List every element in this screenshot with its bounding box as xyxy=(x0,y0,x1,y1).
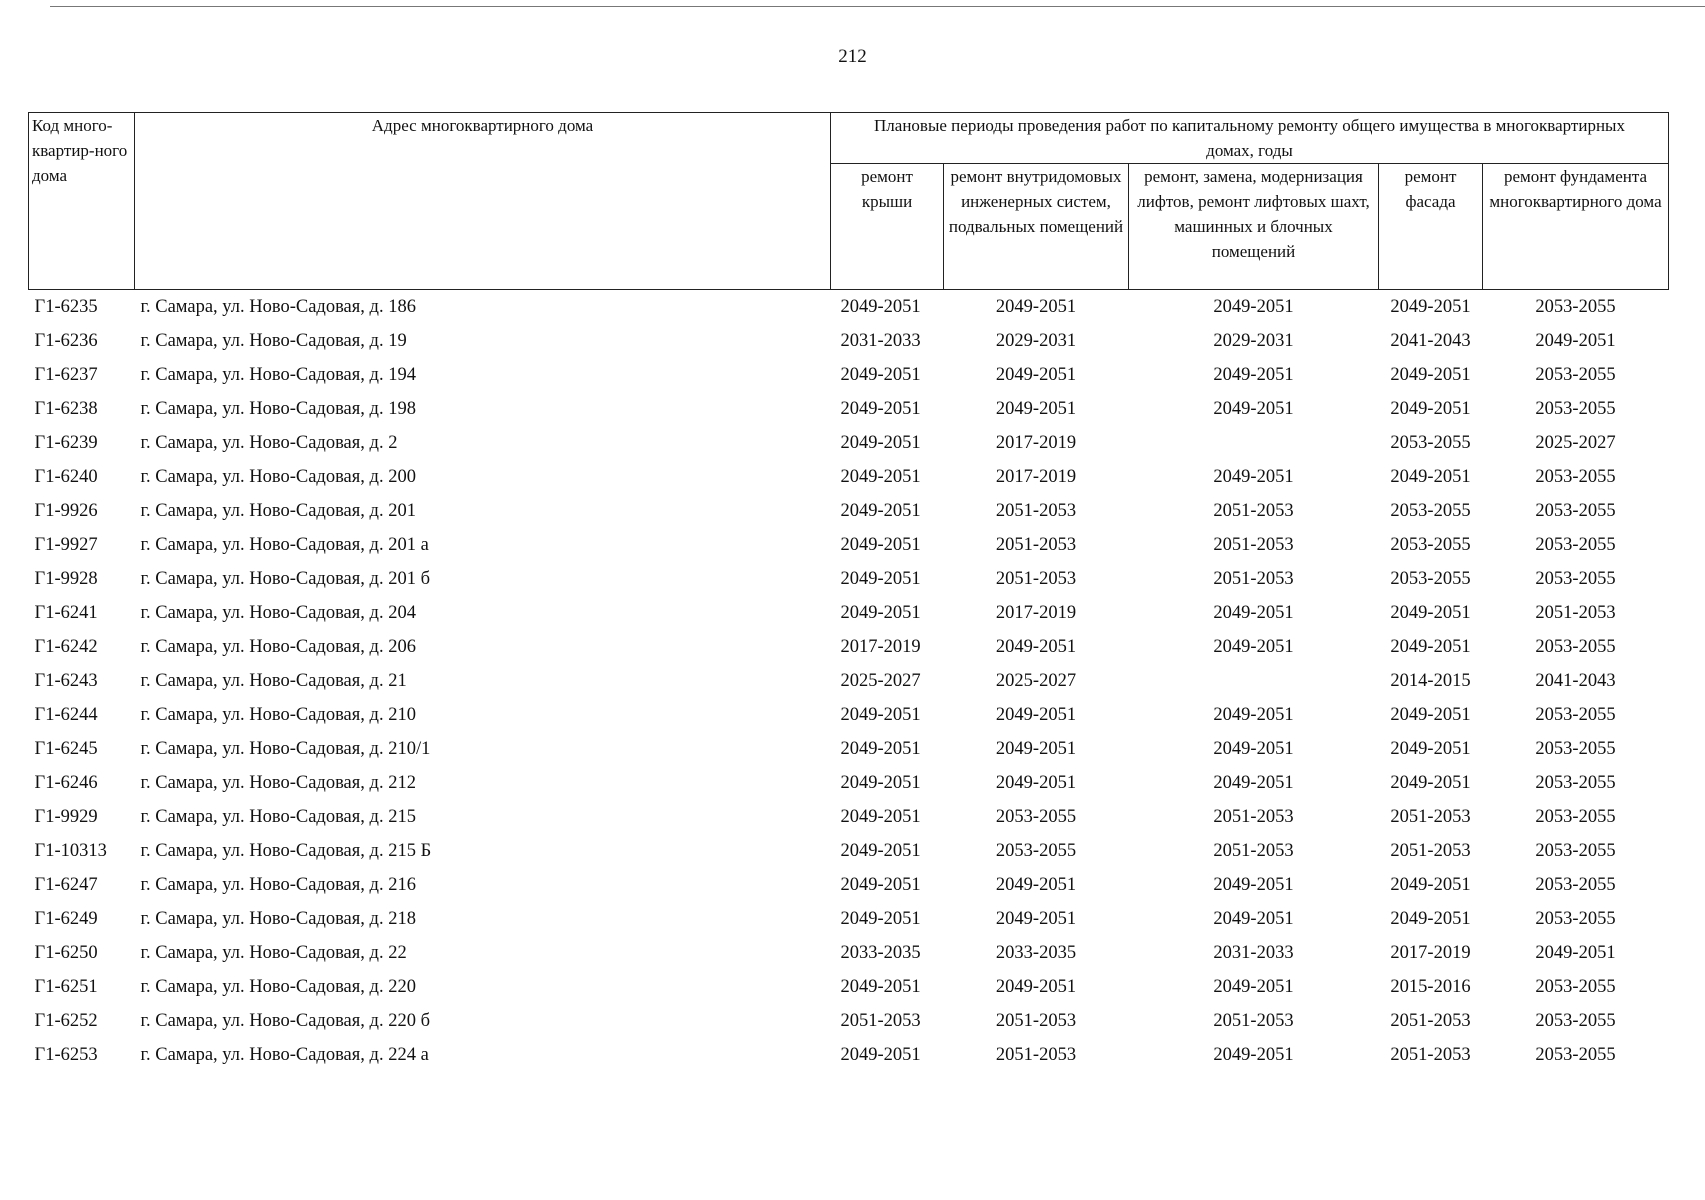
cell-elevators: 2049-2051 xyxy=(1213,364,1294,385)
cell-elevators: 2049-2051 xyxy=(1213,296,1294,317)
table-row xyxy=(29,664,1669,698)
cell-engineering: 2049-2051 xyxy=(995,908,1077,929)
cell-facade: 2015-2016 xyxy=(1390,976,1471,997)
cell-foundation: 2053-2055 xyxy=(1535,874,1616,895)
cell-address: г. Самара, ул. Ново-Садовая, д. 201 а xyxy=(140,534,429,555)
cell-roof: 2049-2051 xyxy=(840,772,921,793)
cell-engineering: 2049-2051 xyxy=(995,704,1077,725)
cell-roof: 2025-2027 xyxy=(840,670,921,691)
cell-elevators: 2051-2053 xyxy=(1213,1010,1294,1031)
table-row xyxy=(29,1004,1669,1038)
cell-roof: 2049-2051 xyxy=(840,840,921,861)
cell-code: Г1-6239 xyxy=(34,432,98,453)
cell-foundation: 2053-2055 xyxy=(1535,704,1616,725)
cell-facade: 2049-2051 xyxy=(1390,398,1471,419)
cell-foundation: 2053-2055 xyxy=(1535,738,1616,759)
header-elevators: ремонт, замена, модернизация лифтов, ремонт лифтовых шахт, машинных и блочных помещений xyxy=(1129,164,1379,290)
cell-elevators: 2029-2031 xyxy=(1213,330,1294,351)
cell-code: Г1-9927 xyxy=(34,534,98,555)
cell-roof: 2049-2051 xyxy=(840,602,921,623)
cell-code: Г1-6240 xyxy=(34,466,98,487)
cell-roof: 2049-2051 xyxy=(840,534,921,555)
cell-engineering: 2049-2051 xyxy=(995,874,1077,895)
cell-roof: 2049-2051 xyxy=(840,806,921,827)
table-row xyxy=(29,290,1669,325)
table-row xyxy=(29,732,1669,766)
table-row xyxy=(29,936,1669,970)
table-body xyxy=(29,290,1669,1073)
cell-foundation: 2049-2051 xyxy=(1535,330,1616,351)
cell-elevators: 2051-2053 xyxy=(1213,840,1294,861)
cell-elevators: 2049-2051 xyxy=(1213,704,1294,725)
cell-roof: 2049-2051 xyxy=(840,874,921,895)
table-row xyxy=(29,324,1669,358)
cell-elevators: 2049-2051 xyxy=(1213,602,1294,623)
cell-facade: 2049-2051 xyxy=(1390,772,1471,793)
cell-foundation: 2051-2053 xyxy=(1535,602,1616,623)
cell-foundation: 2053-2055 xyxy=(1535,398,1616,419)
cell-roof: 2049-2051 xyxy=(840,500,921,521)
cell-address: г. Самара, ул. Ново-Садовая, д. 212 xyxy=(140,772,416,793)
cell-engineering: 2049-2051 xyxy=(995,296,1077,317)
cell-foundation: 2049-2051 xyxy=(1535,942,1616,963)
table-row xyxy=(29,460,1669,494)
cell-elevators: 2049-2051 xyxy=(1213,636,1294,657)
cell-code: Г1-6238 xyxy=(34,398,98,419)
cell-facade: 2049-2051 xyxy=(1390,296,1471,317)
cell-facade: 2049-2051 xyxy=(1390,704,1471,725)
cell-engineering: 2017-2019 xyxy=(995,432,1077,453)
cell-address: г. Самара, ул. Ново-Садовая, д. 220 xyxy=(140,976,416,997)
cell-facade: 2014-2015 xyxy=(1390,670,1471,691)
cell-elevators: 2049-2051 xyxy=(1213,874,1294,895)
cell-roof: 2049-2051 xyxy=(840,704,921,725)
cell-roof: 2049-2051 xyxy=(840,1044,921,1065)
cell-elevators: 2051-2053 xyxy=(1213,500,1294,521)
cell-address: г. Самара, ул. Ново-Садовая, д. 22 xyxy=(140,942,407,963)
cell-address: г. Самара, ул. Ново-Садовая, д. 215 xyxy=(140,806,416,827)
cell-address: г. Самара, ул. Ново-Садовая, д. 186 xyxy=(140,296,416,317)
cell-facade: 2049-2051 xyxy=(1390,874,1471,895)
cell-foundation: 2053-2055 xyxy=(1535,976,1616,997)
cell-address: г. Самара, ул. Ново-Садовая, д. 21 xyxy=(140,670,407,691)
cell-code: Г1-6241 xyxy=(34,602,98,623)
cell-engineering: 2051-2053 xyxy=(995,568,1077,589)
cell-address: г. Самара, ул. Ново-Садовая, д. 210/1 xyxy=(140,738,431,759)
cell-engineering: 2051-2053 xyxy=(995,1010,1077,1031)
cell-address: г. Самара, ул. Ново-Садовая, д. 201 б xyxy=(140,568,430,589)
cell-elevators: 2031-2033 xyxy=(1213,942,1294,963)
table-row xyxy=(29,970,1669,1004)
cell-address: г. Самара, ул. Ново-Садовая, д. 198 xyxy=(140,398,416,419)
cell-facade: 2053-2055 xyxy=(1390,534,1471,555)
cell-roof: 2031-2033 xyxy=(840,330,921,351)
cell-engineering: 2049-2051 xyxy=(995,398,1077,419)
cell-facade: 2049-2051 xyxy=(1390,908,1471,929)
cell-engineering: 2033-2035 xyxy=(995,942,1077,963)
table-row xyxy=(29,358,1669,392)
cell-roof: 2051-2053 xyxy=(840,1010,921,1031)
table-row xyxy=(29,834,1669,868)
cell-facade: 2049-2051 xyxy=(1390,636,1471,657)
cell-address: г. Самара, ул. Ново-Садовая, д. 216 xyxy=(140,874,416,895)
cell-engineering: 2025-2027 xyxy=(995,670,1077,691)
cell-foundation: 2053-2055 xyxy=(1535,296,1616,317)
cell-code: Г1-6246 xyxy=(34,772,98,793)
top-rule xyxy=(50,6,1705,7)
cell-foundation: 2053-2055 xyxy=(1535,636,1616,657)
cell-engineering: 2053-2055 xyxy=(995,806,1077,827)
cell-roof: 2049-2051 xyxy=(840,364,921,385)
cell-elevators: 2051-2053 xyxy=(1213,534,1294,555)
table-row xyxy=(29,494,1669,528)
cell-foundation: 2053-2055 xyxy=(1535,1010,1616,1031)
cell-facade: 2053-2055 xyxy=(1390,568,1471,589)
header-code: Код много-квартир-ного дома xyxy=(29,113,135,290)
cell-address: г. Самара, ул. Ново-Садовая, д. 224 а xyxy=(140,1044,429,1065)
cell-facade: 2017-2019 xyxy=(1390,942,1471,963)
cell-code: Г1-6235 xyxy=(34,296,98,317)
table-header xyxy=(29,113,1669,290)
table-row xyxy=(29,868,1669,902)
cell-engineering: 2049-2051 xyxy=(995,976,1077,997)
cell-roof: 2049-2051 xyxy=(840,466,921,487)
cell-elevators: 2049-2051 xyxy=(1213,772,1294,793)
capital-repair-table xyxy=(28,112,1669,1072)
page-number: 212 xyxy=(838,46,867,67)
table-row xyxy=(29,630,1669,664)
cell-roof: 2049-2051 xyxy=(840,738,921,759)
cell-address: г. Самара, ул. Ново-Садовая, д. 220 б xyxy=(140,1010,430,1031)
cell-code: Г1-6244 xyxy=(34,704,98,725)
cell-facade: 2051-2053 xyxy=(1390,806,1471,827)
cell-roof: 2049-2051 xyxy=(840,908,921,929)
cell-elevators xyxy=(1129,426,1379,460)
cell-code: Г1-6253 xyxy=(34,1044,98,1065)
cell-address: г. Самара, ул. Ново-Садовая, д. 201 xyxy=(140,500,416,521)
cell-code: Г1-6243 xyxy=(34,670,98,691)
cell-code: Г1-6247 xyxy=(34,874,98,895)
cell-code: Г1-9928 xyxy=(34,568,98,589)
cell-code: Г1-6237 xyxy=(34,364,98,385)
cell-code: Г1-6252 xyxy=(34,1010,98,1031)
cell-code: Г1-6245 xyxy=(34,738,98,759)
table-row xyxy=(29,426,1669,460)
table-row xyxy=(29,698,1669,732)
cell-facade: 2049-2051 xyxy=(1390,364,1471,385)
header-facade: ремонт фасада xyxy=(1379,164,1483,290)
cell-facade: 2049-2051 xyxy=(1390,738,1471,759)
cell-roof: 2017-2019 xyxy=(840,636,921,657)
cell-elevators: 2049-2051 xyxy=(1213,466,1294,487)
cell-engineering: 2051-2053 xyxy=(995,500,1077,521)
cell-address: г. Самара, ул. Ново-Садовая, д. 206 xyxy=(140,636,416,657)
cell-roof: 2049-2051 xyxy=(840,296,921,317)
cell-elevators: 2051-2053 xyxy=(1213,568,1294,589)
cell-foundation: 2053-2055 xyxy=(1535,1044,1616,1065)
cell-engineering: 2049-2051 xyxy=(995,738,1077,759)
cell-code: Г1-6242 xyxy=(34,636,98,657)
cell-elevators: 2049-2051 xyxy=(1213,908,1294,929)
table-row xyxy=(29,902,1669,936)
cell-foundation: 2053-2055 xyxy=(1535,466,1616,487)
header-foundation: ремонт фундамента многоквартирного дома xyxy=(1483,164,1669,290)
table-row xyxy=(29,766,1669,800)
cell-address: г. Самара, ул. Ново-Садовая, д. 2 xyxy=(140,432,398,453)
cell-facade: 2053-2055 xyxy=(1390,432,1471,453)
cell-address: г. Самара, ул. Ново-Садовая, д. 204 xyxy=(140,602,416,623)
cell-code: Г1-6249 xyxy=(34,908,98,929)
cell-engineering: 2051-2053 xyxy=(995,534,1077,555)
cell-foundation: 2053-2055 xyxy=(1535,772,1616,793)
cell-foundation: 2053-2055 xyxy=(1535,908,1616,929)
cell-address: г. Самара, ул. Ново-Садовая, д. 218 xyxy=(140,908,416,929)
cell-foundation: 2053-2055 xyxy=(1535,568,1616,589)
capital-repair-table-container xyxy=(28,112,1668,1072)
header-engineering: ремонт внутридомовых инженерных систем, подвальных помещений xyxy=(944,164,1129,290)
cell-code: Г1-6236 xyxy=(34,330,98,351)
cell-engineering: 2049-2051 xyxy=(995,636,1077,657)
cell-engineering: 2029-2031 xyxy=(995,330,1077,351)
cell-roof: 2049-2051 xyxy=(840,432,921,453)
header-roof: ремонт крыши xyxy=(831,164,944,290)
cell-roof: 2033-2035 xyxy=(840,942,921,963)
cell-code: Г1-6250 xyxy=(34,942,98,963)
cell-engineering: 2017-2019 xyxy=(995,466,1077,487)
cell-facade: 2049-2051 xyxy=(1390,466,1471,487)
cell-foundation: 2053-2055 xyxy=(1535,500,1616,521)
cell-facade: 2049-2051 xyxy=(1390,602,1471,623)
table-row xyxy=(29,1038,1669,1072)
cell-foundation: 2041-2043 xyxy=(1535,670,1616,691)
cell-elevators: 2051-2053 xyxy=(1213,806,1294,827)
cell-engineering: 2053-2055 xyxy=(995,840,1077,861)
table-row xyxy=(29,800,1669,834)
cell-roof: 2049-2051 xyxy=(840,976,921,997)
cell-address: г. Самара, ул. Ново-Садовая, д. 19 xyxy=(140,330,407,351)
cell-facade: 2051-2053 xyxy=(1390,1010,1471,1031)
cell-elevators: 2049-2051 xyxy=(1213,976,1294,997)
cell-address: г. Самара, ул. Ново-Садовая, д. 194 xyxy=(140,364,416,385)
cell-facade: 2041-2043 xyxy=(1390,330,1471,351)
table-row xyxy=(29,392,1669,426)
cell-engineering: 2049-2051 xyxy=(995,772,1077,793)
cell-facade: 2053-2055 xyxy=(1390,500,1471,521)
cell-facade: 2051-2053 xyxy=(1390,840,1471,861)
cell-elevators xyxy=(1129,664,1379,698)
cell-foundation: 2053-2055 xyxy=(1535,364,1616,385)
cell-facade: 2051-2053 xyxy=(1390,1044,1471,1065)
cell-code: Г1-9926 xyxy=(34,500,98,521)
cell-engineering: 2049-2051 xyxy=(995,364,1077,385)
cell-code: Г1-10313 xyxy=(34,840,107,861)
cell-foundation: 2025-2027 xyxy=(1535,432,1616,453)
cell-engineering: 2051-2053 xyxy=(995,1044,1077,1065)
header-periods-group: Плановые периоды проведения работ по капитальному ремонту общего имущества в многоквартирных домах, годы xyxy=(831,113,1669,164)
cell-foundation: 2053-2055 xyxy=(1535,534,1616,555)
header-address: Адрес многоквартирного дома xyxy=(135,113,831,290)
cell-elevators: 2049-2051 xyxy=(1213,1044,1294,1065)
cell-elevators: 2049-2051 xyxy=(1213,738,1294,759)
cell-address: г. Самара, ул. Ново-Садовая, д. 200 xyxy=(140,466,416,487)
cell-address: г. Самара, ул. Ново-Садовая, д. 215 Б xyxy=(140,840,432,861)
cell-foundation: 2053-2055 xyxy=(1535,840,1616,861)
table-row xyxy=(29,562,1669,596)
table-row xyxy=(29,528,1669,562)
cell-roof: 2049-2051 xyxy=(840,568,921,589)
cell-roof: 2049-2051 xyxy=(840,398,921,419)
cell-elevators: 2049-2051 xyxy=(1213,398,1294,419)
cell-code: Г1-9929 xyxy=(34,806,98,827)
cell-foundation: 2053-2055 xyxy=(1535,806,1616,827)
cell-engineering: 2017-2019 xyxy=(995,602,1077,623)
cell-address: г. Самара, ул. Ново-Садовая, д. 210 xyxy=(140,704,416,725)
table-row xyxy=(29,596,1669,630)
cell-code: Г1-6251 xyxy=(34,976,98,997)
